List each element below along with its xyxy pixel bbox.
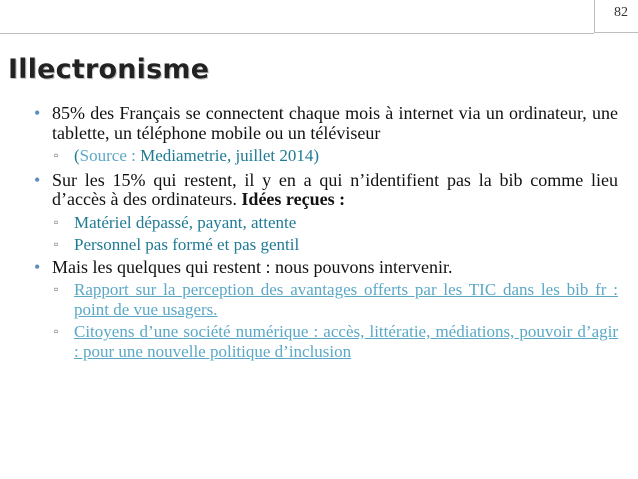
- bullet-2-emphasis: Idées reçues :: [241, 189, 346, 209]
- source-prefix: (: [74, 146, 80, 165]
- bullet-1: [30, 104, 618, 143]
- sub-bullet-materiel: [52, 213, 618, 233]
- sub-bullet-citoyens: [52, 322, 618, 361]
- sub-bullet-rapport: [52, 280, 618, 319]
- bullet-dot-icon: •: [34, 256, 41, 277]
- sub-bullet-text: Personnel pas formé et pas gentil: [74, 235, 300, 254]
- header-bar: [0, 0, 594, 34]
- page-number: 82: [614, 5, 628, 20]
- bullet-3: [30, 258, 618, 278]
- sub-bullet-source: [52, 146, 618, 166]
- slide-content: [30, 104, 618, 361]
- bullet-dot-icon: •: [34, 169, 41, 190]
- bullet-dot-icon: •: [34, 103, 41, 123]
- square-bullet-icon: ▫: [54, 214, 59, 229]
- bullet-2: [30, 171, 618, 210]
- square-bullet-icon: ▫: [54, 324, 59, 338]
- square-bullet-icon: ▫: [54, 237, 59, 251]
- bullet-1-text: 85% des Français se connectent chaque mois à internet via un ordinateur, une tablette, un téléphone mobile ou un téléviseur: [52, 103, 618, 143]
- bullet-2-text: Sur les 15% qui restent, il y en a qui n’identifient pas la bib comme lieu d’accès à des ordinateurs.: [52, 169, 618, 209]
- source-link[interactable]: Source :: [79, 146, 136, 165]
- rapport-link[interactable]: Rapport sur la perception des avantages offerts par les TIC dans les bib fr : point de vue usagers.: [74, 280, 618, 319]
- square-bullet-icon: ▫: [54, 148, 59, 162]
- bullet-3-text: Mais les quelques qui restent : nous pouvons intervenir.: [52, 256, 453, 277]
- source-rest: Mediametrie, juillet 2014): [135, 146, 320, 165]
- citoyens-link[interactable]: Citoyens d’une société numérique : accès, littératie, médiations, pouvoir d’agir : pour une nouvelle politique d’inclusion: [74, 322, 618, 361]
- square-bullet-icon: ▫: [54, 282, 59, 296]
- slide-title: Illectronisme: [8, 54, 210, 85]
- page-number-box: [594, 0, 638, 33]
- sub-bullet-personnel: [52, 235, 618, 255]
- sub-bullet-text: Matériel dépassé, payant, attente: [74, 212, 297, 232]
